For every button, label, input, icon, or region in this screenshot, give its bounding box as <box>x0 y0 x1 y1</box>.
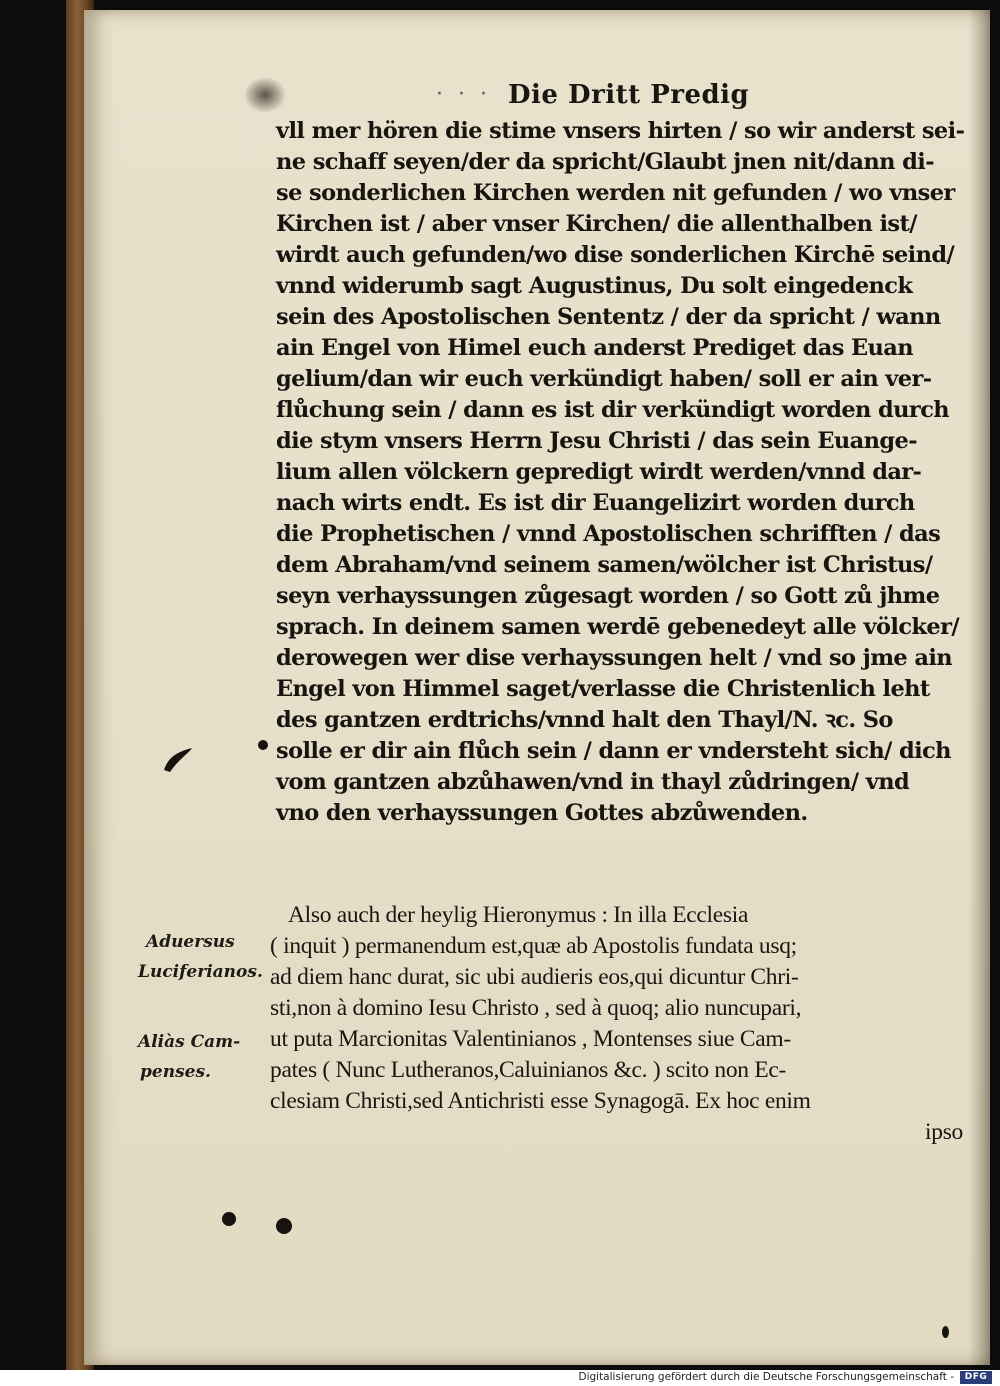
text-line: vom gantzen abzůhawen/vnd in thayl zůdringen/ vnd <box>276 769 910 795</box>
text-line: Kirchen ist / aber vnser Kirchen/ die allenthalben ist/ <box>276 211 917 237</box>
text-line: die Prophetischen / vnnd Apostolischen schrifften / das <box>276 521 941 547</box>
margin-note-alias: Aliàs Cam- <box>138 1032 241 1052</box>
text-line: ( inquit ) permanendum est,quæ ab Apostolis fundata usq; <box>270 933 797 959</box>
dfg-logo: DFG <box>960 1371 992 1384</box>
ink-dot <box>258 740 268 750</box>
text-line: derowegen wer dise verhayssungen helt / vnd so jme ain <box>276 645 953 671</box>
text-line: nach wirts endt. Es ist dir Euangelizirt worden durch <box>276 490 915 516</box>
margin-note-aduersus: Aduersus <box>146 932 235 952</box>
text-line: dem Abraham/vnd seinem samen/wölcher ist Christus/ <box>276 552 933 578</box>
ink-dot <box>942 1326 949 1338</box>
footer-credit: Digitalisierung gefördert durch die Deutsche Forschungsgemeinschaft - <box>578 1371 954 1383</box>
latin-quote-block <box>270 900 975 1148</box>
text-line: des gantzen erdtrichs/vnnd halt den Thayl/N. ꝛc. So <box>276 707 893 733</box>
text-line: seyn verhayssungen zůgesagt worden / so Gott zů jhme <box>276 583 940 609</box>
text-line: ad diem hanc durat, sic ubi audieris eos,qui dicuntur Chri- <box>270 964 799 990</box>
text-line: wirdt auch gefunden/wo dise sonderlichen Kirchē seind/ <box>276 242 955 268</box>
text-line: sprach. In deinem samen werdē gebenedeyt alle völcker/ <box>276 614 960 640</box>
text-line: die stym vnsers Herrn Jesu Christi / das sein Euange- <box>276 428 917 454</box>
text-line: Also auch der heylig Hieronymus : In illa Ecclesia <box>288 902 749 928</box>
text-line: se sonderlichen Kirchen werden nit gefunden / wo vnser <box>276 180 955 206</box>
text-line: pates ( Nunc Lutheranos,Caluinianos &c. ) scito non Ec- <box>270 1057 787 1083</box>
text-line: flůchung sein / dann es ist dir verkündigt worden durch <box>276 397 950 423</box>
text-line: sti,non à domino Iesu Christo , sed à quoq; alio nuncupari, <box>270 995 802 1021</box>
main-text-block <box>276 116 976 829</box>
ink-dot <box>276 1218 292 1234</box>
text-line: clesiam Christi,sed Antichristi esse Synagogā. Ex hoc enim <box>270 1088 811 1114</box>
margin-note-penses: penses. <box>140 1062 211 1082</box>
text-line: gelium/dan wir euch verkündigt haben/ soll er ain ver- <box>276 366 932 392</box>
text-line: ne schaff seyen/der da spricht/Glaubt jnen nit/dann di- <box>276 149 934 175</box>
text-line: solle er dir ain flůch sein / dann er vndersteht sich/ dich <box>276 738 951 764</box>
text-line: ut puta Marcionitas Valentinianos , Montenses siue Cam- <box>270 1026 791 1052</box>
running-head: Die Dritt Predig <box>508 80 750 110</box>
margin-note-luciferianos: Luciferianos. <box>138 962 263 982</box>
text-line: ain Engel von Himel euch anderst Prediget das Euan <box>276 335 914 361</box>
text-line: vll mer hören die stime vnsers hirten / so wir anderst sei- <box>276 118 965 144</box>
text-line: Engel von Himmel saget/verlasse die Christenlich leht <box>276 676 930 702</box>
text-line: vno den verhayssungen Gottes abzůwenden. <box>276 800 808 826</box>
ink-stroke-mark <box>158 742 198 776</box>
header-dots: · · · <box>436 82 491 107</box>
text-line: lium allen völckern gepredigt wirdt werden/vnnd dar- <box>276 459 922 485</box>
text-line: vnnd widerumb sagt Augustinus, Du solt eingedenck <box>276 273 913 299</box>
ink-smudge <box>245 78 285 112</box>
text-line: sein des Apostolischen Sententz / der da spricht / wann <box>276 304 941 330</box>
ink-dot <box>222 1212 236 1226</box>
text-line: ipso <box>925 1119 963 1145</box>
